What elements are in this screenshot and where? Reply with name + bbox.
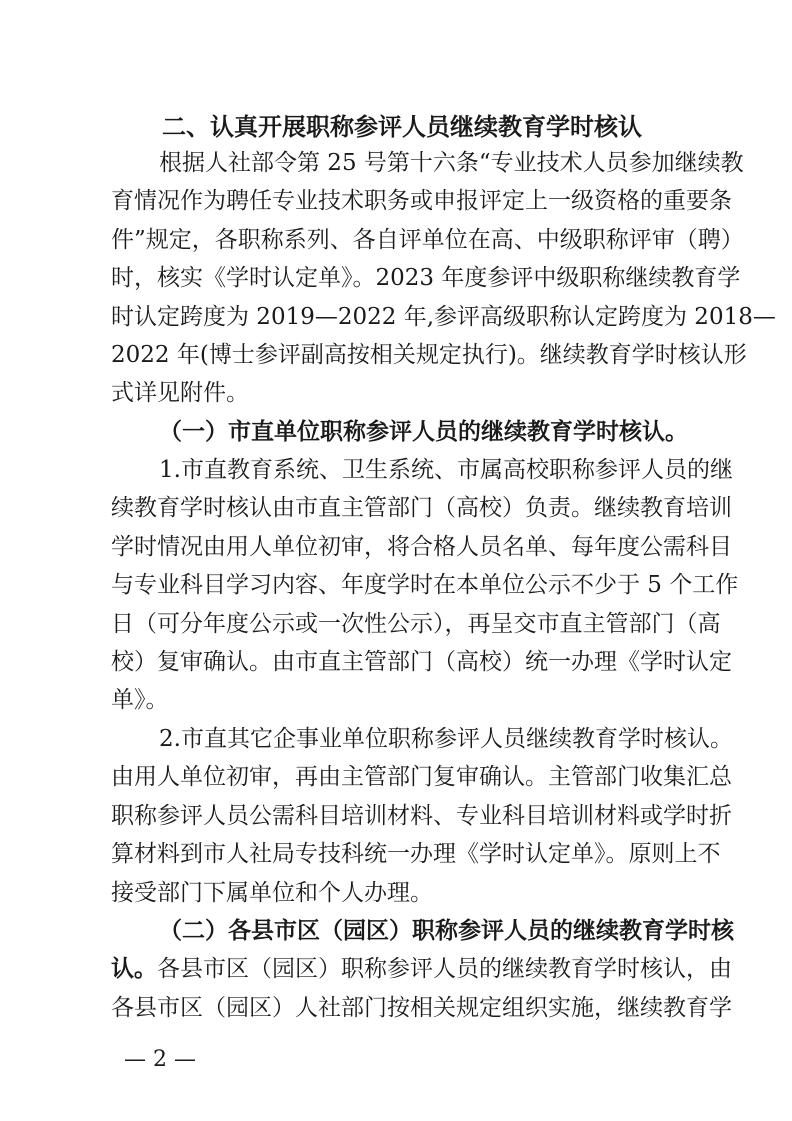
text-line: 与专业科目学习内容、年度学时在本单位公示不少于 5 个工作 [111, 572, 739, 599]
page-number: — 2 — [124, 1047, 196, 1072]
text-line: 时，核实《学时认定单》。2023 年度参评中级职称继续教育学 [111, 265, 741, 292]
subheading-1: （一）市直单位职称参评人员的继续教育学时核认。 [159, 418, 688, 445]
section-heading: 二、认真开展职称参评人员继续教育学时核认 [162, 113, 642, 141]
text-line: 职称参评人员公需科目培训材料、专业科目培训材料或学时折 [111, 802, 732, 829]
text-line: 单》。 [111, 687, 169, 714]
text-line: 校）复审确认。由市直主管部门（高校）统一办理《学时认定 [111, 648, 732, 675]
subheading-2: （二）各县市区（园区）职称参评人员的继续教育学时核 [159, 917, 734, 944]
text-line: 根据人社部令第 25 号第十六条“专业技术人员参加继续教 [159, 150, 744, 176]
text-line: 1.市直教育系统、卫生系统、市属高校职称参评人员的继 [159, 457, 733, 483]
text-line: 算材料到市人社局专技科统一办理《学时认定单》。原则上不 [111, 841, 721, 868]
paragraph-1 [111, 144, 776, 413]
text-line [111, 950, 732, 988]
text-span: 各县市区（园区）职称参评人员的继续教育学时核认，由 [157, 956, 732, 983]
text-line: 各县市区（园区）人社部门按相关规定组织实施，继续教育学 [111, 994, 732, 1021]
paragraph-2 [111, 451, 739, 720]
text-line: 学时情况由用人单位初审，将合格人员名单、每年度公需科目 [111, 533, 732, 560]
text-line: 续教育学时核认由市直主管部门（高校）负责。继续教育培训 [111, 495, 732, 522]
text-line: 2022 年(博士参评副高按相关规定执行)。继续教育学时核认形 [111, 341, 747, 368]
paragraph-3 [111, 720, 733, 912]
subheading-1-block [111, 413, 691, 451]
text-line: 式详见附件。 [111, 380, 249, 407]
text-line: 2.市直其它企事业单位职称参评人员继续教育学时核认。 [159, 726, 733, 752]
subheading-2-tail: 认。 [111, 955, 157, 983]
text-line: 接受部门下属单位和个人办理。 [111, 879, 433, 906]
text-line: 由用人单位初审，再由主管部门复审确认。主管部门收集汇总 [111, 764, 732, 791]
text-line: 日（可分年度公示或一次性公示），再呈交市直主管部门（高 [111, 610, 721, 637]
paragraph-4 [111, 912, 734, 1027]
text-line: 育情况作为聘任专业技术职务或申报评定上一级资格的重要条 [111, 188, 732, 215]
text-line: 时认定跨度为 2019—2022 年,参评高级职称认定跨度为 2018— [111, 303, 776, 330]
text-line: 件”规定，各职称系列、各自评单位在高、中级职称评审（聘） [111, 226, 744, 253]
